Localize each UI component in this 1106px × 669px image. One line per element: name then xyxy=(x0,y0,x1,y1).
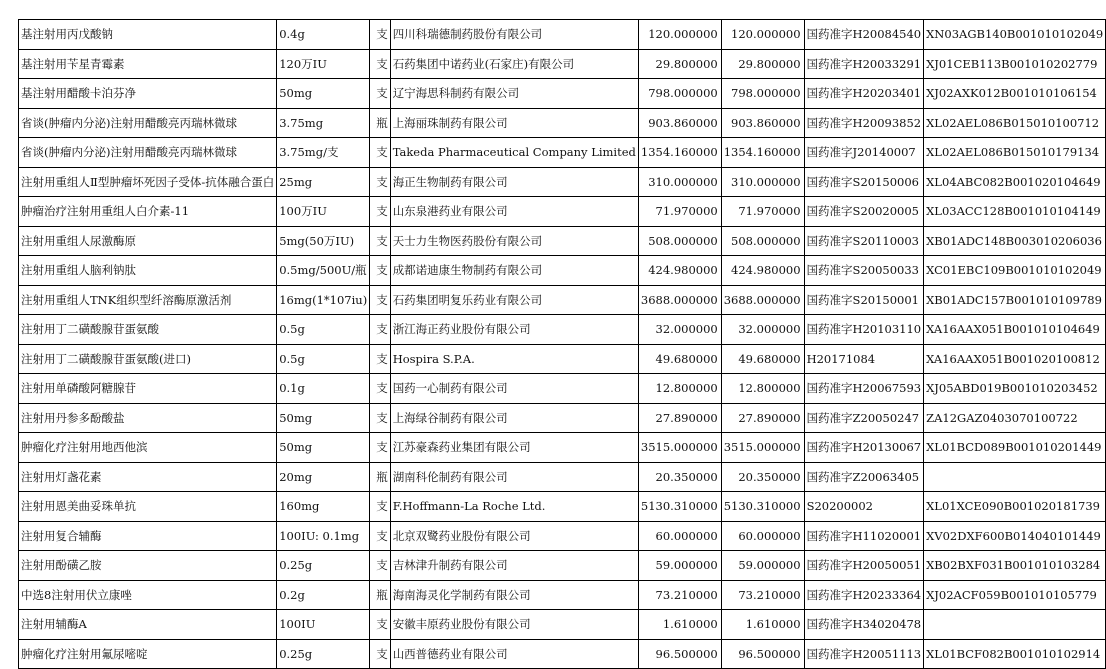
medical-insurance-code-cell[interactable]: XL02AEL086B015010179134 xyxy=(924,138,1106,168)
table-row[interactable] xyxy=(19,285,1106,315)
spec-cell[interactable]: 0.2g xyxy=(277,580,370,610)
table-body xyxy=(19,20,1106,669)
manufacturer-cell[interactable]: 成都诺迪康生物制药有限公司 xyxy=(390,256,638,286)
spec-cell[interactable]: 100万IU xyxy=(277,197,370,227)
drug-name-cell[interactable]: 注射用重组人Ⅱ型肿瘤坏死因子受体-抗体融合蛋白 xyxy=(19,167,277,197)
unit-cell[interactable]: 支 xyxy=(370,403,391,433)
drug-name-cell[interactable]: 基注射用丙戊酸钠 xyxy=(19,20,277,50)
manufacturer-cell[interactable]: 北京双鹭药业股份有限公司 xyxy=(390,521,638,551)
drug-name-cell[interactable]: 基注射用醋酸卡泊芬净 xyxy=(19,79,277,109)
manufacturer-cell[interactable]: Hospira S.P.A. xyxy=(390,344,638,374)
unit-cell[interactable]: 瓶 xyxy=(370,108,391,138)
approval-number-cell[interactable]: 国药准字H20103110 xyxy=(804,315,924,345)
price-cell[interactable]: 60.000000 xyxy=(638,521,721,551)
unit-cell[interactable]: 支 xyxy=(370,197,391,227)
medical-insurance-code-cell[interactable]: XJ02ACF059B001010105779 xyxy=(924,580,1106,610)
retail-price-cell[interactable]: 120.000000 xyxy=(721,20,804,50)
drug-name-cell[interactable]: 肿瘤治疗注射用重组人白介素-11 xyxy=(19,197,277,227)
retail-price-cell[interactable]: 12.800000 xyxy=(721,374,804,404)
table-row[interactable] xyxy=(19,167,1106,197)
approval-number-cell[interactable]: S20200002 xyxy=(804,492,924,522)
drug-name-cell[interactable]: 肿瘤化疗注射用氟尿嘧啶 xyxy=(19,639,277,669)
table-row[interactable] xyxy=(19,462,1106,492)
spec-cell[interactable]: 0.5g xyxy=(277,315,370,345)
approval-number-cell[interactable]: 国药准字H20051113 xyxy=(804,639,924,669)
retail-price-cell[interactable]: 20.350000 xyxy=(721,462,804,492)
medical-insurance-code-cell[interactable]: XL01XCE090B001020181739 xyxy=(924,492,1106,522)
manufacturer-cell[interactable]: 浙江海正药业股份有限公司 xyxy=(390,315,638,345)
manufacturer-cell[interactable]: 湖南科伦制药有限公司 xyxy=(390,462,638,492)
table-row[interactable] xyxy=(19,315,1106,345)
table-row[interactable] xyxy=(19,374,1106,404)
medical-insurance-code-cell[interactable]: XA16AAX051B001010104649 xyxy=(924,315,1106,345)
manufacturer-cell[interactable]: 天士力生物医药股份有限公司 xyxy=(390,226,638,256)
manufacturer-cell[interactable]: 上海丽珠制药有限公司 xyxy=(390,108,638,138)
price-cell[interactable]: 508.000000 xyxy=(638,226,721,256)
table-row[interactable] xyxy=(19,49,1106,79)
manufacturer-cell[interactable]: 海南海灵化学制药有限公司 xyxy=(390,580,638,610)
medical-insurance-code-cell[interactable]: XC01EBC109B001010102049 xyxy=(924,256,1106,286)
drug-name-cell[interactable]: 省谈(肿瘤内分泌)注射用醋酸亮丙瑞林微球 xyxy=(19,138,277,168)
drug-name-cell[interactable]: 注射用重组人尿激酶原 xyxy=(19,226,277,256)
drug-name-cell[interactable]: 注射用辅酶A xyxy=(19,610,277,640)
drug-name-cell[interactable]: 注射用酚磺乙胺 xyxy=(19,551,277,581)
spec-cell[interactable]: 0.4g xyxy=(277,20,370,50)
spec-cell[interactable]: 50mg xyxy=(277,403,370,433)
price-cell[interactable]: 798.000000 xyxy=(638,79,721,109)
unit-cell[interactable]: 支 xyxy=(370,285,391,315)
price-cell[interactable]: 120.000000 xyxy=(638,20,721,50)
approval-number-cell[interactable]: 国药准字H20033291 xyxy=(804,49,924,79)
retail-price-cell[interactable]: 3515.000000 xyxy=(721,433,804,463)
unit-cell[interactable]: 支 xyxy=(370,521,391,551)
table-row[interactable] xyxy=(19,492,1106,522)
unit-cell[interactable]: 支 xyxy=(370,610,391,640)
drug-name-cell[interactable]: 中选8注射用伏立康唑 xyxy=(19,580,277,610)
spec-cell[interactable]: 20mg xyxy=(277,462,370,492)
retail-price-cell[interactable]: 32.000000 xyxy=(721,315,804,345)
manufacturer-cell[interactable]: 石药集团明复乐药业有限公司 xyxy=(390,285,638,315)
medical-insurance-code-cell[interactable]: XL01BCF082B001010102914 xyxy=(924,639,1106,669)
approval-number-cell[interactable]: 国药准字S20110003 xyxy=(804,226,924,256)
price-cell[interactable]: 96.500000 xyxy=(638,639,721,669)
unit-cell[interactable]: 支 xyxy=(370,226,391,256)
drug-name-cell[interactable]: 注射用丁二磺酸腺苷蛋氨酸(进口) xyxy=(19,344,277,374)
retail-price-cell[interactable]: 1354.160000 xyxy=(721,138,804,168)
retail-price-cell[interactable]: 508.000000 xyxy=(721,226,804,256)
medical-insurance-code-cell[interactable]: XV02DXF600B014040101449 xyxy=(924,521,1106,551)
spec-cell[interactable]: 100IU: 0.1mg xyxy=(277,521,370,551)
table-row[interactable] xyxy=(19,79,1106,109)
approval-number-cell[interactable]: 国药准字H20233364 xyxy=(804,580,924,610)
unit-cell[interactable]: 支 xyxy=(370,79,391,109)
medical-insurance-code-cell[interactable]: XJ05ABD019B001010203452 xyxy=(924,374,1106,404)
drug-name-cell[interactable]: 注射用恩美曲妥珠单抗 xyxy=(19,492,277,522)
unit-cell[interactable]: 支 xyxy=(370,344,391,374)
spec-cell[interactable]: 0.5g xyxy=(277,344,370,374)
drug-name-cell[interactable]: 注射用复合辅酶 xyxy=(19,521,277,551)
manufacturer-cell[interactable]: 辽宁海思科制药有限公司 xyxy=(390,79,638,109)
approval-number-cell[interactable]: 国药准字H20084540 xyxy=(804,20,924,50)
price-cell[interactable]: 1354.160000 xyxy=(638,138,721,168)
drug-name-cell[interactable]: 肿瘤化疗注射用地西他滨 xyxy=(19,433,277,463)
price-cell[interactable]: 424.980000 xyxy=(638,256,721,286)
retail-price-cell[interactable]: 310.000000 xyxy=(721,167,804,197)
drug-name-cell[interactable]: 注射用重组人脑利钠肽 xyxy=(19,256,277,286)
unit-cell[interactable]: 支 xyxy=(370,639,391,669)
unit-cell[interactable]: 支 xyxy=(370,49,391,79)
retail-price-cell[interactable]: 29.800000 xyxy=(721,49,804,79)
retail-price-cell[interactable]: 71.970000 xyxy=(721,197,804,227)
manufacturer-cell[interactable]: 江苏豪森药业集团有限公司 xyxy=(390,433,638,463)
drug-name-cell[interactable]: 注射用重组人TNK组织型纤溶酶原激活剂 xyxy=(19,285,277,315)
table-row[interactable] xyxy=(19,521,1106,551)
approval-number-cell[interactable]: 国药准字S20150006 xyxy=(804,167,924,197)
approval-number-cell[interactable]: 国药准字J20140007 xyxy=(804,138,924,168)
spec-cell[interactable]: 3.75mg xyxy=(277,108,370,138)
unit-cell[interactable]: 支 xyxy=(370,492,391,522)
table-row[interactable] xyxy=(19,20,1106,50)
price-cell[interactable]: 32.000000 xyxy=(638,315,721,345)
manufacturer-cell[interactable]: 上海绿谷制药有限公司 xyxy=(390,403,638,433)
spec-cell[interactable]: 120万IU xyxy=(277,49,370,79)
price-cell[interactable]: 29.800000 xyxy=(638,49,721,79)
approval-number-cell[interactable]: 国药准字Z20050247 xyxy=(804,403,924,433)
price-cell[interactable]: 59.000000 xyxy=(638,551,721,581)
table-row[interactable] xyxy=(19,197,1106,227)
approval-number-cell[interactable]: 国药准字H20093852 xyxy=(804,108,924,138)
medical-insurance-code-cell[interactable]: XB02BXF031B001010103284 xyxy=(924,551,1106,581)
medical-insurance-code-cell[interactable]: XJ01CEB113B001010202779 xyxy=(924,49,1106,79)
approval-number-cell[interactable]: H20171084 xyxy=(804,344,924,374)
retail-price-cell[interactable]: 73.210000 xyxy=(721,580,804,610)
approval-number-cell[interactable]: 国药准字S20020005 xyxy=(804,197,924,227)
price-cell[interactable]: 27.890000 xyxy=(638,403,721,433)
retail-price-cell[interactable]: 903.860000 xyxy=(721,108,804,138)
drug-name-cell[interactable]: 注射用丹参多酚酸盐 xyxy=(19,403,277,433)
retail-price-cell[interactable]: 798.000000 xyxy=(721,79,804,109)
spec-cell[interactable]: 5mg(50万IU) xyxy=(277,226,370,256)
table-row[interactable] xyxy=(19,344,1106,374)
approval-number-cell[interactable]: 国药准字H20203401 xyxy=(804,79,924,109)
table-row[interactable] xyxy=(19,256,1106,286)
medical-insurance-code-cell[interactable]: XJ02AXK012B001010106154 xyxy=(924,79,1106,109)
unit-cell[interactable]: 支 xyxy=(370,138,391,168)
approval-number-cell[interactable]: 国药准字S20050033 xyxy=(804,256,924,286)
price-cell[interactable]: 1.610000 xyxy=(638,610,721,640)
spec-cell[interactable]: 0.1g xyxy=(277,374,370,404)
manufacturer-cell[interactable]: 安徽丰原药业股份有限公司 xyxy=(390,610,638,640)
table-row[interactable] xyxy=(19,403,1106,433)
table-row[interactable] xyxy=(19,433,1106,463)
spec-cell[interactable]: 50mg xyxy=(277,433,370,463)
approval-number-cell[interactable]: 国药准字H20067593 xyxy=(804,374,924,404)
approval-number-cell[interactable]: 国药准字S20150001 xyxy=(804,285,924,315)
spec-cell[interactable]: 0.5mg/500U/瓶 xyxy=(277,256,370,286)
unit-cell[interactable]: 支 xyxy=(370,551,391,581)
table-row[interactable] xyxy=(19,639,1106,669)
spec-cell[interactable]: 50mg xyxy=(277,79,370,109)
spec-cell[interactable]: 25mg xyxy=(277,167,370,197)
price-cell[interactable]: 73.210000 xyxy=(638,580,721,610)
table-row[interactable] xyxy=(19,551,1106,581)
spec-cell[interactable]: 3.75mg/支 xyxy=(277,138,370,168)
table-row[interactable] xyxy=(19,108,1106,138)
retail-price-cell[interactable]: 424.980000 xyxy=(721,256,804,286)
unit-cell[interactable]: 支 xyxy=(370,315,391,345)
unit-cell[interactable]: 支 xyxy=(370,167,391,197)
price-cell[interactable]: 3688.000000 xyxy=(638,285,721,315)
retail-price-cell[interactable]: 27.890000 xyxy=(721,403,804,433)
manufacturer-cell[interactable]: 山东泉港药业有限公司 xyxy=(390,197,638,227)
medical-insurance-code-cell[interactable]: XL01BCD089B001010201449 xyxy=(924,433,1106,463)
unit-cell[interactable]: 支 xyxy=(370,20,391,50)
manufacturer-cell[interactable]: 四川科瑞德制药股份有限公司 xyxy=(390,20,638,50)
medical-insurance-code-cell[interactable]: XA16AAX051B001020100812 xyxy=(924,344,1106,374)
drug-name-cell[interactable]: 注射用丁二磺酸腺苷蛋氨酸 xyxy=(19,315,277,345)
table-row[interactable] xyxy=(19,226,1106,256)
approval-number-cell[interactable]: 国药准字Z20063405 xyxy=(804,462,924,492)
medical-insurance-code-cell[interactable]: XB01ADC157B001010109789 xyxy=(924,285,1106,315)
manufacturer-cell[interactable]: 海正生物制药有限公司 xyxy=(390,167,638,197)
spec-cell[interactable]: 16mg(1*107iu) xyxy=(277,285,370,315)
medical-insurance-code-cell[interactable] xyxy=(924,610,1106,640)
price-cell[interactable]: 903.860000 xyxy=(638,108,721,138)
drug-name-cell[interactable]: 注射用灯盏花素 xyxy=(19,462,277,492)
price-cell[interactable]: 71.970000 xyxy=(638,197,721,227)
unit-cell[interactable]: 支 xyxy=(370,256,391,286)
manufacturer-cell[interactable]: 山西普德药业有限公司 xyxy=(390,639,638,669)
retail-price-cell[interactable]: 3688.000000 xyxy=(721,285,804,315)
medical-insurance-code-cell[interactable] xyxy=(924,462,1106,492)
retail-price-cell[interactable]: 5130.310000 xyxy=(721,492,804,522)
drug-name-cell[interactable]: 基注射用苄星青霉素 xyxy=(19,49,277,79)
unit-cell[interactable]: 支 xyxy=(370,374,391,404)
medical-insurance-code-cell[interactable]: XL02AEL086B015010100712 xyxy=(924,108,1106,138)
manufacturer-cell[interactable]: Takeda Pharmaceutical Company Limited xyxy=(390,138,638,168)
price-cell[interactable]: 49.680000 xyxy=(638,344,721,374)
drug-price-table xyxy=(18,19,1106,669)
table-row[interactable] xyxy=(19,138,1106,168)
manufacturer-cell[interactable]: 国药一心制药有限公司 xyxy=(390,374,638,404)
medical-insurance-code-cell[interactable]: XL04ABC082B001020104649 xyxy=(924,167,1106,197)
unit-cell[interactable]: 支 xyxy=(370,433,391,463)
table-row[interactable] xyxy=(19,610,1106,640)
retail-price-cell[interactable]: 60.000000 xyxy=(721,521,804,551)
retail-price-cell[interactable]: 49.680000 xyxy=(721,344,804,374)
medical-insurance-code-cell[interactable]: ZA12GAZ0403070100722 xyxy=(924,403,1106,433)
retail-price-cell[interactable]: 96.500000 xyxy=(721,639,804,669)
spec-cell[interactable]: 0.25g xyxy=(277,551,370,581)
spec-cell[interactable]: 100IU xyxy=(277,610,370,640)
retail-price-cell[interactable]: 59.000000 xyxy=(721,551,804,581)
price-cell[interactable]: 5130.310000 xyxy=(638,492,721,522)
manufacturer-cell[interactable]: 石药集团中诺药业(石家庄)有限公司 xyxy=(390,49,638,79)
approval-number-cell[interactable]: 国药准字H34020478 xyxy=(804,610,924,640)
approval-number-cell[interactable]: 国药准字H20130067 xyxy=(804,433,924,463)
price-cell[interactable]: 3515.000000 xyxy=(638,433,721,463)
table-row[interactable] xyxy=(19,580,1106,610)
manufacturer-cell[interactable]: 吉林津升制药有限公司 xyxy=(390,551,638,581)
drug-name-cell[interactable]: 注射用单磷酸阿糖腺苷 xyxy=(19,374,277,404)
price-cell[interactable]: 310.000000 xyxy=(638,167,721,197)
medical-insurance-code-cell[interactable]: XB01ADC148B003010206036 xyxy=(924,226,1106,256)
drug-name-cell[interactable]: 省谈(肿瘤内分泌)注射用醋酸亮丙瑞林微球 xyxy=(19,108,277,138)
retail-price-cell[interactable]: 1.610000 xyxy=(721,610,804,640)
medical-insurance-code-cell[interactable]: XL03ACC128B001010104149 xyxy=(924,197,1106,227)
unit-cell[interactable]: 瓶 xyxy=(370,462,391,492)
spec-cell[interactable]: 0.25g xyxy=(277,639,370,669)
price-cell[interactable]: 12.800000 xyxy=(638,374,721,404)
spec-cell[interactable]: 160mg xyxy=(277,492,370,522)
approval-number-cell[interactable]: 国药准字H11020001 xyxy=(804,521,924,551)
medical-insurance-code-cell[interactable]: XN03AGB140B001010102049 xyxy=(924,20,1106,50)
price-cell[interactable]: 20.350000 xyxy=(638,462,721,492)
approval-number-cell[interactable]: 国药准字H20050051 xyxy=(804,551,924,581)
manufacturer-cell[interactable]: F.Hoffmann-La Roche Ltd. xyxy=(390,492,638,522)
unit-cell[interactable]: 瓶 xyxy=(370,580,391,610)
